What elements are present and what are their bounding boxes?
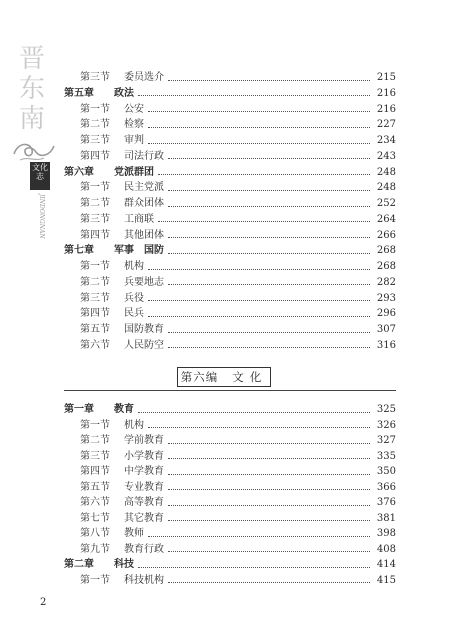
section-number: 第五节 [80, 324, 110, 335]
logo-script-text [34, 194, 45, 254]
page-ref: 268 [376, 261, 396, 272]
dot-leader [168, 157, 370, 159]
toc-section-row [80, 323, 396, 337]
toc-section-row [80, 118, 396, 132]
section-number: 第三节 [80, 135, 110, 146]
section-number: 第一节 [80, 574, 110, 586]
section-title: 中学教育 [124, 466, 164, 477]
page-ref: 408 [376, 543, 396, 555]
section-number: 第一节 [80, 419, 110, 431]
section-title: 检察 [124, 119, 144, 131]
dot-leader [168, 581, 370, 583]
dot-leader [168, 473, 370, 475]
page-ref: 293 [376, 292, 396, 304]
section-title: 审判 [124, 135, 144, 146]
dot-leader [168, 550, 370, 552]
section-title: 群众团体 [124, 198, 164, 209]
section-number: 第四节 [80, 308, 110, 320]
section-number: 第二节 [80, 435, 110, 446]
section-title: 司法行政 [124, 150, 164, 162]
dot-leader [138, 566, 370, 568]
toc-section-row [80, 213, 396, 227]
toc-section-row [80, 496, 396, 510]
toc-section-row [80, 197, 396, 211]
section-number: 第四节 [80, 150, 110, 162]
section-number: 第三节 [80, 72, 110, 83]
toc-section-row [80, 71, 396, 85]
page-number: 2 [40, 597, 47, 608]
dot-leader [168, 252, 370, 254]
part-number: 第六编 [180, 370, 219, 384]
dot-leader [168, 519, 370, 521]
section-number: 第七节 [80, 512, 110, 524]
dot-leader [168, 283, 370, 285]
chapter-number: 第一章 [64, 404, 94, 415]
section-number: 第三节 [80, 450, 110, 462]
section-title: 工商联 [124, 213, 154, 225]
chapter-number: 第七章 [64, 245, 94, 257]
section-number: 第九节 [80, 543, 110, 555]
page-ref: 248 [376, 182, 396, 194]
section-title: 民兵 [124, 308, 144, 320]
toc-section-row [80, 419, 396, 433]
dot-leader [168, 79, 370, 81]
part-heading [177, 367, 271, 387]
chapter-number: 第二章 [64, 559, 94, 570]
cloud-swirl-icon [10, 134, 58, 164]
dot-leader [148, 268, 370, 270]
toc-section-row [80, 134, 396, 148]
section-number: 第二节 [80, 198, 110, 209]
chapter-title: 科技 [114, 559, 134, 570]
toc-chapter-row [64, 403, 396, 417]
section-number: 第二节 [80, 119, 110, 131]
section-title: 公安 [124, 103, 144, 115]
page-ref: 268 [376, 245, 396, 257]
part-divider [64, 390, 396, 391]
toc-section-row [80, 260, 396, 274]
dot-leader [168, 457, 370, 459]
toc-section-row [80, 527, 396, 541]
dot-leader [158, 220, 370, 222]
page-ref: 381 [376, 512, 396, 524]
toc-section-row [80, 292, 396, 306]
toc-section-row [80, 465, 396, 479]
dot-leader [148, 142, 370, 144]
page-ref: 248 [376, 166, 396, 178]
page-ref: 376 [376, 497, 396, 508]
section-title: 国防教育 [124, 324, 164, 335]
section-number: 第四节 [80, 466, 110, 477]
page-ref: 325 [376, 404, 396, 415]
section-title: 其它教育 [124, 512, 164, 524]
chapter-number: 第六章 [64, 166, 94, 178]
dot-leader [168, 442, 370, 444]
section-number: 第二节 [80, 276, 110, 288]
dot-leader [148, 126, 370, 128]
page-ref: 252 [376, 198, 396, 209]
section-number: 第八节 [80, 528, 110, 539]
page-ref: 266 [376, 229, 396, 241]
page-ref: 215 [376, 72, 396, 83]
section-number: 第一节 [80, 261, 110, 272]
dot-leader [168, 189, 370, 191]
page-ref: 307 [376, 324, 396, 335]
section-number: 第六节 [80, 497, 110, 508]
toc-section-row [80, 103, 396, 117]
part-title: 文化 [232, 370, 268, 384]
section-number: 第三节 [80, 213, 110, 225]
section-title: 教育行政 [124, 543, 164, 555]
section-number: 第五节 [80, 481, 110, 493]
toc-section-row [80, 512, 396, 526]
book-logo [10, 38, 58, 238]
page-ref: 415 [376, 574, 396, 586]
page-ref: 296 [376, 308, 396, 320]
dot-leader [138, 94, 370, 96]
section-title: 教师 [124, 528, 144, 539]
page-ref: 414 [376, 559, 396, 570]
chapter-title: 政法 [114, 87, 134, 99]
dot-leader [168, 504, 370, 506]
logo-char-1: 晋 [18, 44, 45, 74]
chapter-title: 军事 国防 [114, 245, 164, 257]
toc-chapter-row [64, 166, 396, 180]
toc-chapter-row [64, 558, 396, 572]
dot-leader [168, 488, 370, 490]
toc-section-row [80, 434, 396, 448]
page-ref: 216 [376, 87, 396, 99]
section-title: 机构 [124, 419, 144, 431]
chapter-title: 教育 [114, 404, 134, 415]
logo-char-3: 南 [18, 104, 45, 134]
section-title: 机构 [124, 261, 144, 272]
toc-section-row [80, 481, 396, 495]
section-title: 其他团体 [124, 229, 164, 241]
page-ref: 326 [376, 419, 396, 431]
page-ref: 216 [376, 103, 396, 115]
section-title: 委员选介 [124, 72, 164, 83]
toc-section-row [80, 307, 396, 321]
section-number: 第六节 [80, 339, 110, 351]
section-title: 兵役 [124, 292, 144, 304]
toc-section-row [80, 276, 396, 290]
section-title: 人民防空 [124, 339, 164, 351]
section-title: 学前教育 [124, 435, 164, 446]
dot-leader [168, 205, 370, 207]
page-ref: 282 [376, 276, 396, 288]
page-ref: 316 [376, 339, 396, 351]
section-title: 兵要地志 [124, 276, 164, 288]
dot-leader [148, 426, 370, 428]
section-title: 小学教育 [124, 450, 164, 462]
toc-section-row [80, 543, 396, 557]
dot-leader [148, 315, 370, 317]
page-ref: 227 [376, 119, 396, 131]
dot-leader [138, 411, 370, 413]
toc-section-row [80, 229, 396, 243]
page-ref: 243 [376, 150, 396, 162]
page-ref: 327 [376, 435, 396, 446]
toc-chapter-row [64, 87, 396, 101]
page-ref: 335 [376, 450, 396, 462]
toc-chapter-row [64, 244, 396, 258]
section-title: 高等教育 [124, 497, 164, 508]
toc-section-row [80, 574, 396, 588]
section-title: 科技机构 [124, 574, 164, 586]
toc-section-row [80, 339, 396, 353]
dot-leader [158, 173, 370, 175]
toc-section-row [80, 450, 396, 464]
dot-leader [168, 331, 370, 333]
section-number: 第三节 [80, 292, 110, 304]
chapter-title: 党派群团 [114, 166, 154, 178]
chapter-number: 第五章 [64, 87, 94, 99]
page-ref: 398 [376, 528, 396, 539]
page-ref: 234 [376, 135, 396, 146]
logo-char-2: 东 [18, 74, 45, 104]
dot-leader [148, 110, 370, 112]
section-number: 第四节 [80, 229, 110, 241]
section-title: 民主党派 [124, 182, 164, 194]
toc-section-row [80, 181, 396, 195]
dot-leader [168, 236, 370, 238]
page-ref: 350 [376, 466, 396, 477]
dot-leader [148, 299, 370, 301]
section-number: 第一节 [80, 182, 110, 194]
page-ref: 366 [376, 481, 396, 493]
page-ref: 264 [376, 213, 396, 225]
dot-leader [148, 535, 370, 537]
section-number: 第一节 [80, 103, 110, 115]
toc-section-row [80, 150, 396, 164]
svg-text:JINDONGNAN: JINDONGNAN [38, 194, 45, 239]
seal-stamp: 文化志 [30, 162, 50, 190]
section-title: 专业教育 [124, 481, 164, 493]
dot-leader [168, 346, 370, 348]
